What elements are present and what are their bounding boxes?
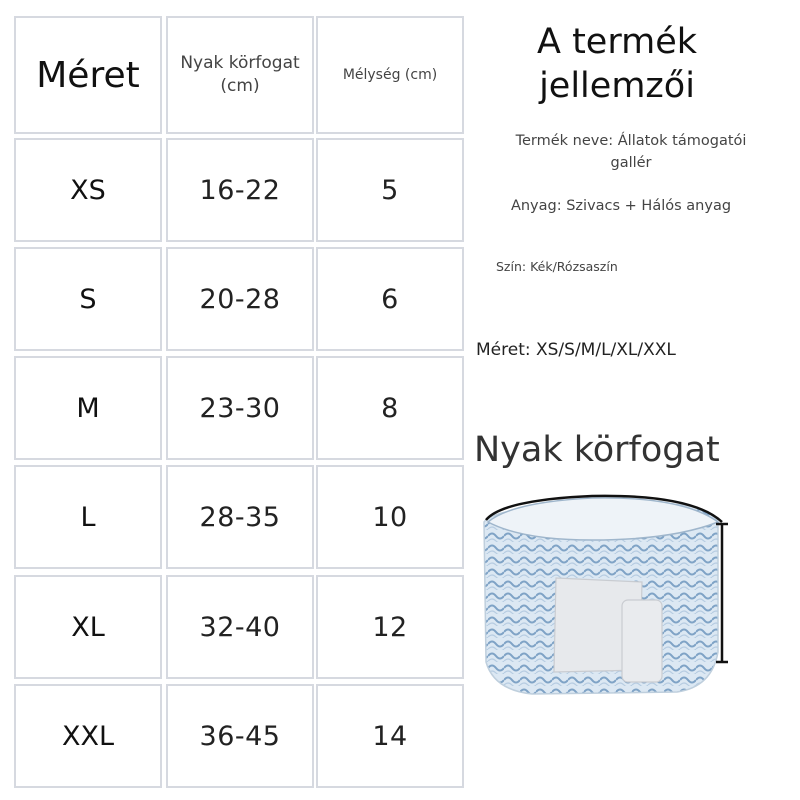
- neck-value: 28-35: [199, 501, 281, 533]
- depth-value: 12: [372, 611, 408, 643]
- color-line: Szín: Kék/Rózsaszín: [496, 259, 618, 274]
- size-value: XS: [70, 174, 106, 206]
- table-row-depth: [316, 138, 464, 242]
- size-options-line: Méret: XS/S/M/L/XL/XXL: [476, 340, 676, 360]
- size-value: XXL: [61, 720, 115, 752]
- neck-value: 16-22: [199, 174, 281, 206]
- table-row-size: [14, 356, 162, 460]
- size-value: XL: [71, 611, 105, 643]
- table-row-size: [14, 247, 162, 351]
- table-row-neck: [166, 247, 314, 351]
- header-size-label: Méret: [36, 54, 140, 96]
- product-name-line: Termék neve: Állatok támogatói gallér: [515, 133, 747, 171]
- table-row-depth: [316, 684, 464, 788]
- header-depth-cell: [316, 16, 464, 134]
- table-row-neck: [166, 138, 314, 242]
- depth-value: 14: [372, 720, 408, 752]
- collar-illustration: [472, 482, 742, 702]
- table-row-neck: [166, 465, 314, 569]
- header-neck-cell: [166, 16, 314, 134]
- table-row-size: [14, 138, 162, 242]
- material-line: Anyag: Szivacs + Hálós anyag: [510, 198, 732, 214]
- table-row-size: [14, 465, 162, 569]
- table-row-size: [14, 575, 162, 679]
- table-row-depth: [316, 575, 464, 679]
- neck-value: 36-45: [199, 720, 281, 752]
- table-row-size: [14, 684, 162, 788]
- strap-end: [622, 600, 662, 682]
- table-row-neck: [166, 356, 314, 460]
- neck-value: 23-30: [199, 392, 281, 424]
- table-row-depth: [316, 465, 464, 569]
- neck-value: 32-40: [199, 611, 281, 643]
- table-row-depth: [316, 247, 464, 351]
- depth-value: 6: [381, 283, 399, 315]
- header-neck-label: Nyak körfogat (cm): [180, 53, 300, 96]
- depth-value: 5: [381, 174, 399, 206]
- header-size-cell: [14, 16, 162, 134]
- size-value: S: [79, 283, 97, 315]
- size-value: M: [76, 392, 100, 424]
- depth-value: 10: [372, 501, 408, 533]
- header-depth-label: Mélység (cm): [342, 67, 438, 83]
- size-value: L: [80, 501, 96, 533]
- neck-value: 20-28: [199, 283, 281, 315]
- table-row-neck: [166, 575, 314, 679]
- table-row-neck: [166, 684, 314, 788]
- table-row-depth: [316, 356, 464, 460]
- product-features-title: A termék jellemzői: [537, 22, 697, 106]
- neck-circumference-label: Nyak körfogat: [474, 430, 720, 470]
- depth-value: 8: [381, 392, 399, 424]
